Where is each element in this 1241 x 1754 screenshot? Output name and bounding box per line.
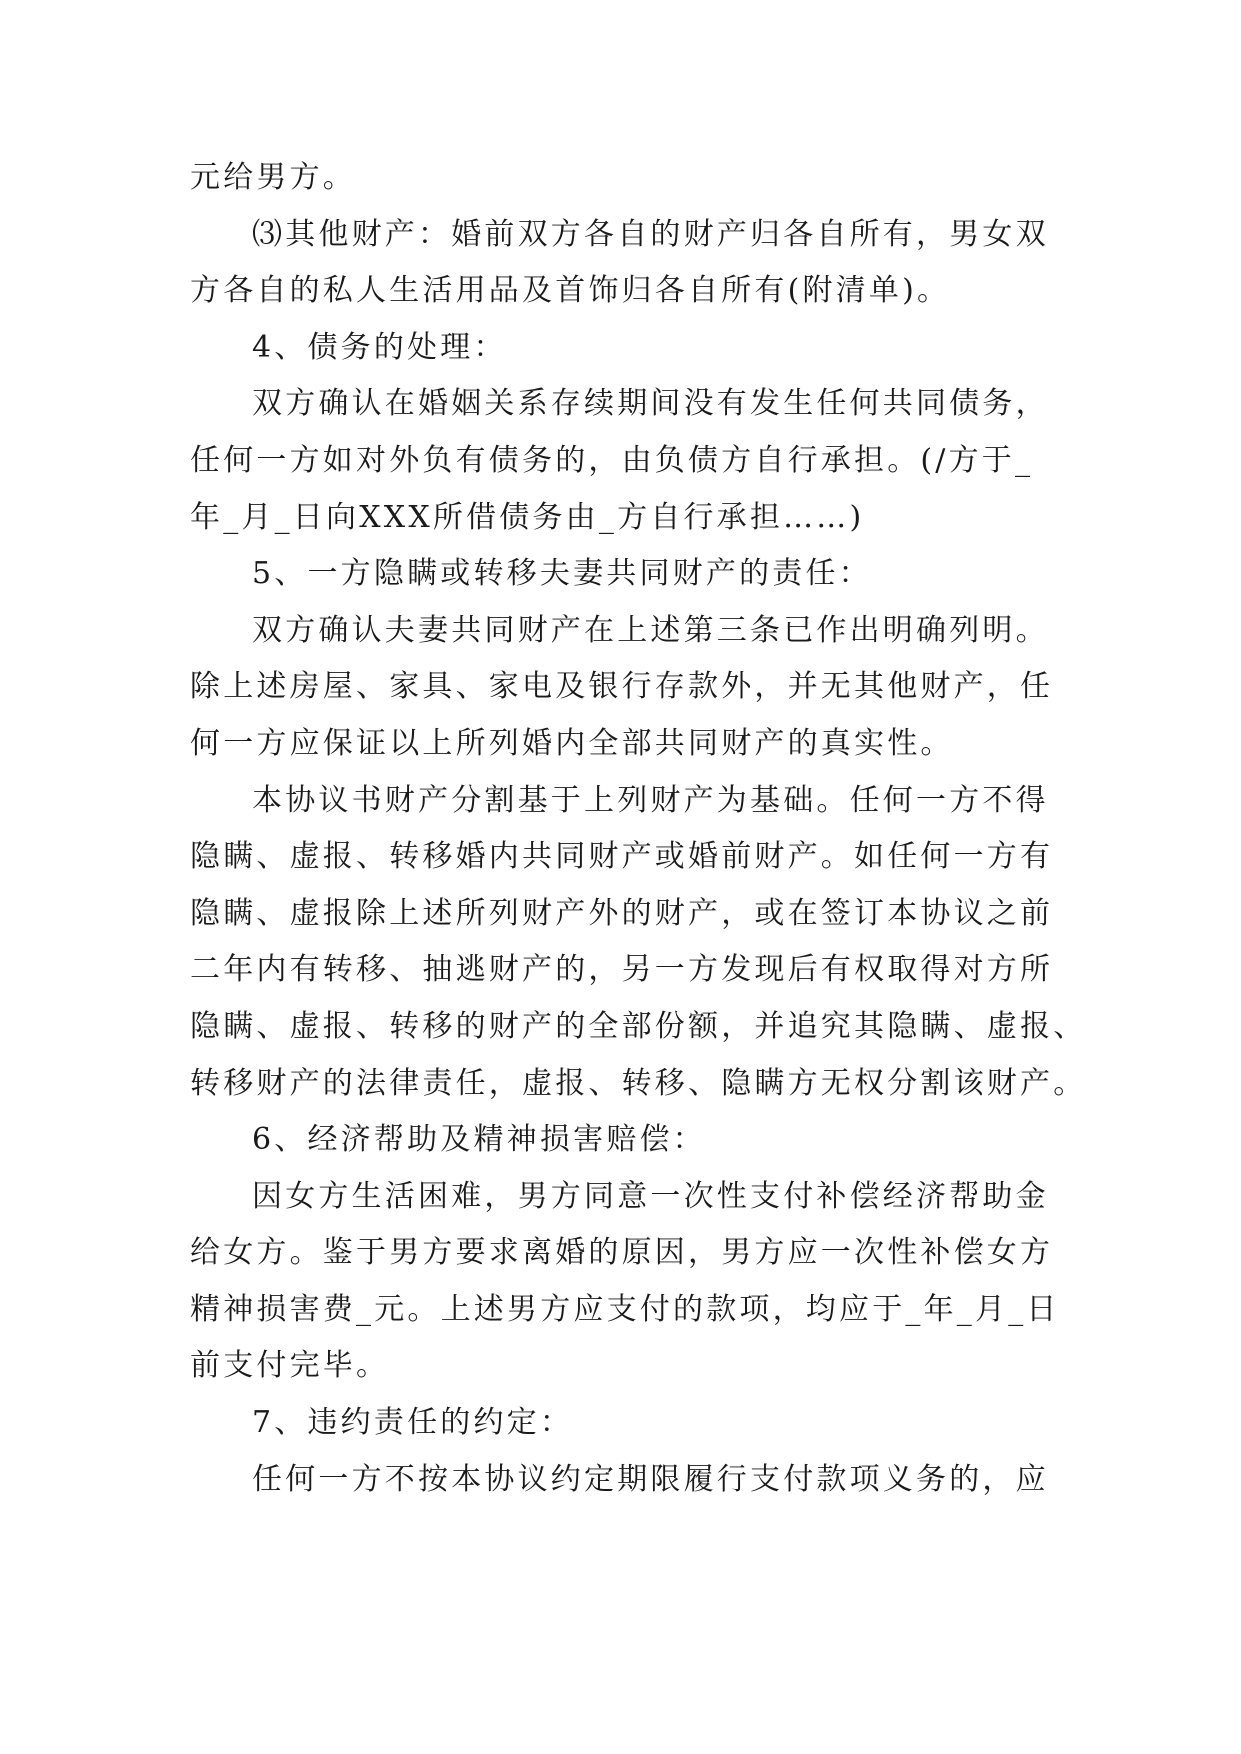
document-body (190, 150, 1087, 1508)
text-line: 任何一方不按本协议约定期限履行支付款项义务的，应 (252, 1461, 1049, 1497)
text-line: 4、债务的处理： (252, 329, 507, 365)
text-line: 本协议书财产分割基于上列财产为基础。任何一方不得 (252, 782, 1049, 818)
text-line: 除上述房屋、家具、家电及银行存款外，并无其他财产，任 (190, 669, 1054, 705)
text-line: 二年内有转移、抽逃财产的，另一方发现后有权取得对方所 (190, 952, 1054, 988)
text-line: 因女方生活困难，男方同意一次性支付补偿经济帮助金 (252, 1178, 1049, 1214)
text-line: 转移财产的法律责任，虚报、转移、隐瞒方无权分割该财产。 (190, 1065, 1087, 1101)
text-line: 7、违约责任的约定： (252, 1405, 574, 1441)
text-line: 方各自的私人生活用品及首饰归各自所有(附清单)。 (190, 273, 951, 309)
text-line: ⑶其他财产：婚前双方各自的财产归各自所有，男女双 (252, 216, 1049, 252)
text-line: 双方确认在婚姻关系存续期间没有发生任何共同债务， (252, 386, 1049, 422)
text-line: 双方确认夫妻共同财产在上述第三条已作出明确列明。 (252, 612, 1049, 648)
text-line: 何一方应保证以上所列婚内全部共同财产的真实性。 (190, 725, 954, 761)
text-line: 给女方。鉴于男方要求离婚的原因，男方应一次性补偿女方 (190, 1235, 1054, 1271)
text-line: 年_月_日向XXX所借债务由_方自行承担……) (190, 499, 865, 535)
text-line: 隐瞒、虚报、转移的财产的全部份额，并追究其隐瞒、虚报、 (190, 1008, 1087, 1044)
text-line: 前支付完毕。 (190, 1348, 390, 1384)
text-line: 精神损害费_元。上述男方应支付的款项，均应于_年_月_日 (190, 1291, 1060, 1327)
text-line: 隐瞒、虚报除上述所列财产外的财产，或在签订本协议之前 (190, 895, 1054, 931)
text-line: 元给男方。 (190, 160, 356, 195)
text-line: 6、经济帮助及精神损害赔偿： (252, 1122, 706, 1158)
text-line: 任何一方如对外负有债务的，由负债方自行承担。(/方于_ (190, 442, 1034, 478)
text-line: 隐瞒、虚报、转移婚内共同财产或婚前财产。如任何一方有 (190, 839, 1054, 875)
text-line: 5、一方隐瞒或转移夫妻共同财产的责任： (252, 556, 872, 592)
